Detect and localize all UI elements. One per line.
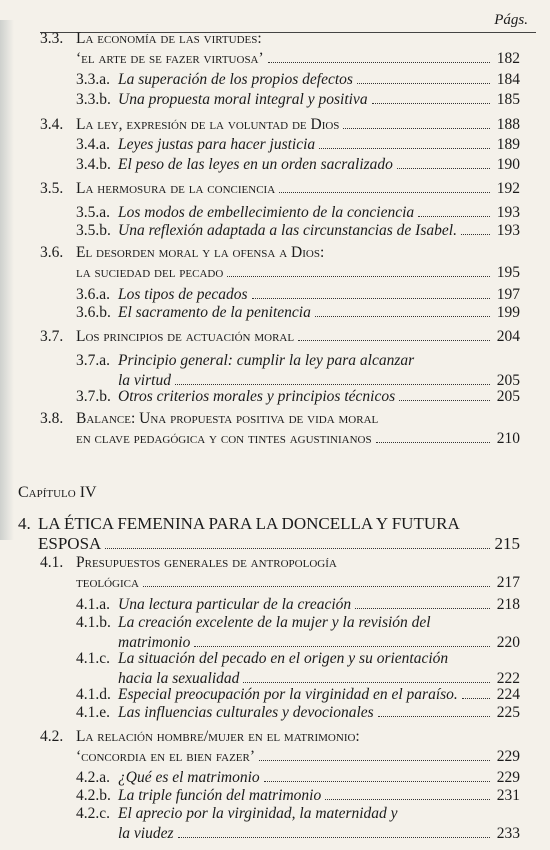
toc-entry-line <box>76 704 520 722</box>
toc-entry-number: 4.1. <box>40 554 64 571</box>
toc-entry-line <box>40 30 520 48</box>
toc-page-number: 220 <box>496 634 520 651</box>
toc-entry-line <box>76 91 520 109</box>
toc-page-number: 222 <box>496 670 520 687</box>
toc-page-number: 204 <box>496 328 520 345</box>
leader-dots <box>175 384 490 385</box>
leader-dots <box>325 799 490 800</box>
toc-page-number: 210 <box>496 430 520 447</box>
toc-entry-title: El peso de las leyes en un orden sacralizado <box>118 156 393 173</box>
toc-entry-line <box>40 328 520 346</box>
toc-entry-line <box>76 787 520 805</box>
toc-page-number: 225 <box>496 704 520 721</box>
toc-page-number: 205 <box>496 372 520 389</box>
toc-entry-number: 3.7. <box>40 328 64 345</box>
toc-entry-line <box>76 304 520 322</box>
leader-dots <box>178 837 490 838</box>
toc-entry-title: Una reflexión adaptada a las circunstancias de Isabel. <box>118 222 457 239</box>
toc-entry-number: 4.2.b. <box>76 787 111 804</box>
leader-dots <box>319 148 490 149</box>
toc-page-number: 218 <box>496 596 520 613</box>
toc-entry-number: 4.1.e. <box>76 704 111 721</box>
toc-entry-title: El sacramento de la penitencia <box>118 304 311 321</box>
toc-page-number: 197 <box>496 286 520 303</box>
toc-entry-line <box>40 244 520 262</box>
toc-page-number: 215 <box>494 534 520 553</box>
toc-entry-title: teológica <box>76 574 139 591</box>
toc-entry-number: 4.1.d. <box>76 686 111 703</box>
toc-page-number: 217 <box>496 574 520 591</box>
toc-entry-title: El aprecio por la virginidad, la maternidad y <box>118 805 398 822</box>
toc-entry-line <box>76 264 520 282</box>
toc-entry-line <box>76 805 520 823</box>
toc-entry-title: Una propuesta moral integral y positiva <box>118 91 368 108</box>
toc-page-number: 192 <box>496 180 520 197</box>
toc-entry-title: ‘concordia en el bien fazer’ <box>76 748 256 765</box>
toc-entry-number: 3.4.b. <box>76 156 111 173</box>
toc-entry-number: 3.8. <box>40 410 64 427</box>
toc-page-number: 229 <box>496 769 520 786</box>
leader-dots <box>418 216 490 217</box>
toc-entry-line <box>76 352 520 370</box>
toc-entry-number: 4.1.a. <box>76 596 111 613</box>
toc-entry-number: 4.2. <box>40 728 64 745</box>
pages-column-label: Págs. <box>494 12 528 28</box>
toc-entry-title: la suciedad del pecado <box>76 264 224 281</box>
leader-dots <box>243 682 490 683</box>
toc-entry-line <box>76 614 520 632</box>
toc-entry-line <box>76 574 520 592</box>
toc-entry-line <box>76 748 520 766</box>
toc-entry-title: Las influencias culturales y devocionales <box>118 704 374 721</box>
toc-entry-title: La relación hombre/mujer en el matrimonio: <box>76 728 360 745</box>
leader-dots <box>264 781 490 782</box>
toc-entry-number: 3.3.b. <box>76 91 111 108</box>
toc-entry-number: 4. <box>18 514 31 533</box>
leader-dots <box>259 760 490 761</box>
toc-page-number: 233 <box>496 825 520 842</box>
toc-entry-line <box>40 728 520 746</box>
scan-edge-shadow <box>0 20 14 540</box>
toc-entry-title: La creación excelente de la mujer y la revisión del <box>118 614 431 631</box>
toc-entry-title: La superación de los propios defectos <box>118 71 353 88</box>
toc-entry-line <box>18 515 520 533</box>
toc-page-number: 205 <box>496 388 520 405</box>
leader-dots <box>298 340 490 341</box>
toc-entry-line <box>76 71 520 89</box>
toc-entry-number: 3.3. <box>40 30 64 47</box>
toc-entry-number: 3.5.a. <box>76 204 111 221</box>
toc-entry-line <box>76 388 520 406</box>
toc-entry-title: Una lectura particular de la creación <box>118 596 352 613</box>
toc-entry-number: 3.6.a. <box>76 286 111 303</box>
toc-entry-title: la viudez <box>118 825 174 842</box>
toc-entry-line <box>76 136 520 154</box>
toc-entry-line <box>40 554 520 572</box>
toc-page-number: 190 <box>496 156 520 173</box>
leader-dots <box>268 62 490 63</box>
toc-page-number: 185 <box>496 91 520 108</box>
leader-dots <box>462 698 490 699</box>
toc-entry-title: La economía de las virtudes: <box>76 30 262 47</box>
chapter-heading: Capítulo IV <box>18 484 97 501</box>
toc-entry-title: La hermosura de la conciencia <box>76 180 276 197</box>
toc-entry-title: Los tipos de pecados <box>118 286 248 303</box>
toc-entry-title: la virtud <box>118 372 171 389</box>
toc-page-number: 195 <box>496 264 520 281</box>
toc-entry-title: El desorden moral y la ofensa a Dios: <box>76 244 325 261</box>
toc-entry-title: hacia la sexualidad <box>118 670 240 687</box>
toc-entry-number: 4.1.c. <box>76 650 111 667</box>
toc-entry-number: 3.4.a. <box>76 136 111 153</box>
leader-dots <box>372 103 490 104</box>
toc-page-number: 224 <box>496 686 520 703</box>
toc-entry-line <box>118 825 520 843</box>
leader-dots <box>376 442 490 443</box>
toc-entry-number: 3.6. <box>40 244 64 261</box>
toc-entry-number: 4.2.c. <box>76 805 111 822</box>
toc-entry-number: 3.7.a. <box>76 352 111 369</box>
toc-entry-title: Principio general: cumplir la ley para alcanzar <box>118 352 415 369</box>
toc-page-number: 193 <box>496 222 520 239</box>
leader-dots <box>194 646 490 647</box>
toc-entry-line <box>76 686 520 704</box>
leader-dots <box>279 192 490 193</box>
leader-dots <box>355 608 490 609</box>
toc-entry-line <box>76 204 520 222</box>
leader-dots <box>461 234 490 235</box>
toc-entry-line <box>76 650 520 668</box>
toc-entry-number: 3.4. <box>40 116 64 133</box>
toc-entry-title: Otros criterios morales y principios técnicos <box>118 388 396 405</box>
toc-entry-line <box>76 222 520 240</box>
toc-entry-line <box>76 156 520 174</box>
leader-dots <box>105 548 490 549</box>
toc-entry-title: La situación del pecado en el origen y su orientación <box>118 650 449 667</box>
toc-entry-title: Los principios de actuación moral <box>76 328 295 345</box>
toc-entry-line <box>40 116 520 134</box>
toc-entry-line <box>76 50 520 68</box>
toc-entry-title: La triple función del matrimonio <box>118 787 322 804</box>
toc-entry-number: 3.3.a. <box>76 71 111 88</box>
toc-entry-number: 3.5.b. <box>76 222 111 239</box>
toc-page-number: 184 <box>496 71 520 88</box>
toc-entry-line <box>40 410 520 428</box>
toc-entry-line <box>76 596 520 614</box>
toc-entry-number: 3.7.b. <box>76 388 111 405</box>
leader-dots <box>315 316 490 317</box>
toc-entry-number: 4.1.b. <box>76 614 111 631</box>
toc-entry-title: matrimonio <box>118 634 191 651</box>
leader-dots <box>357 83 490 84</box>
toc-entry-line <box>76 286 520 304</box>
toc-entry-line <box>76 430 520 448</box>
leader-dots <box>399 400 490 401</box>
toc-entry-line <box>76 769 520 787</box>
toc-page-number: 231 <box>496 787 520 804</box>
toc-entry-title: ‘el arte de se fazer virtuosa’ <box>76 50 264 67</box>
leader-dots <box>143 586 490 587</box>
toc-page-number: 199 <box>496 304 520 321</box>
toc-entry-title: Los modos de embellecimiento de la conciencia <box>118 204 415 221</box>
toc-entry-title: Especial preocupación por la virginidad en el paraíso. <box>118 686 458 703</box>
toc-entry-line <box>38 535 520 553</box>
toc-entry-number: 3.5. <box>40 180 64 197</box>
leader-dots <box>227 276 490 277</box>
toc-page-number: 189 <box>496 136 520 153</box>
toc-page-number: 229 <box>496 748 520 765</box>
toc-page-number: 193 <box>496 204 520 221</box>
toc-entry-title: ¿Qué es el matrimonio <box>118 769 260 786</box>
toc-page-number: 188 <box>496 116 520 133</box>
leader-dots <box>397 168 490 169</box>
toc-entry-title: Presupuestos generales de antropología <box>76 554 337 571</box>
toc-page-number: 182 <box>496 50 520 67</box>
toc-entry-title: Balance: Una propuesta positiva de vida moral <box>76 410 379 427</box>
toc-entry-title: La ley, expresión de la voluntad de Dios <box>76 116 340 133</box>
leader-dots <box>343 128 490 129</box>
toc-entry-title: Leyes justas para hacer justicia <box>118 136 316 153</box>
toc-entry-number: 3.6.b. <box>76 304 111 321</box>
toc-entry-title: ESPOSA <box>38 534 102 553</box>
toc-entry-number: 4.2.a. <box>76 769 111 786</box>
toc-entry-title: LA ÉTICA FEMENINA PARA LA DONCELLA Y FUTURA <box>38 514 460 533</box>
toc-entry-title: en clave pedagógica y con tintes agustinianos <box>76 430 372 447</box>
leader-dots <box>378 716 490 717</box>
leader-dots <box>252 298 490 299</box>
toc-entry-line <box>40 180 520 198</box>
